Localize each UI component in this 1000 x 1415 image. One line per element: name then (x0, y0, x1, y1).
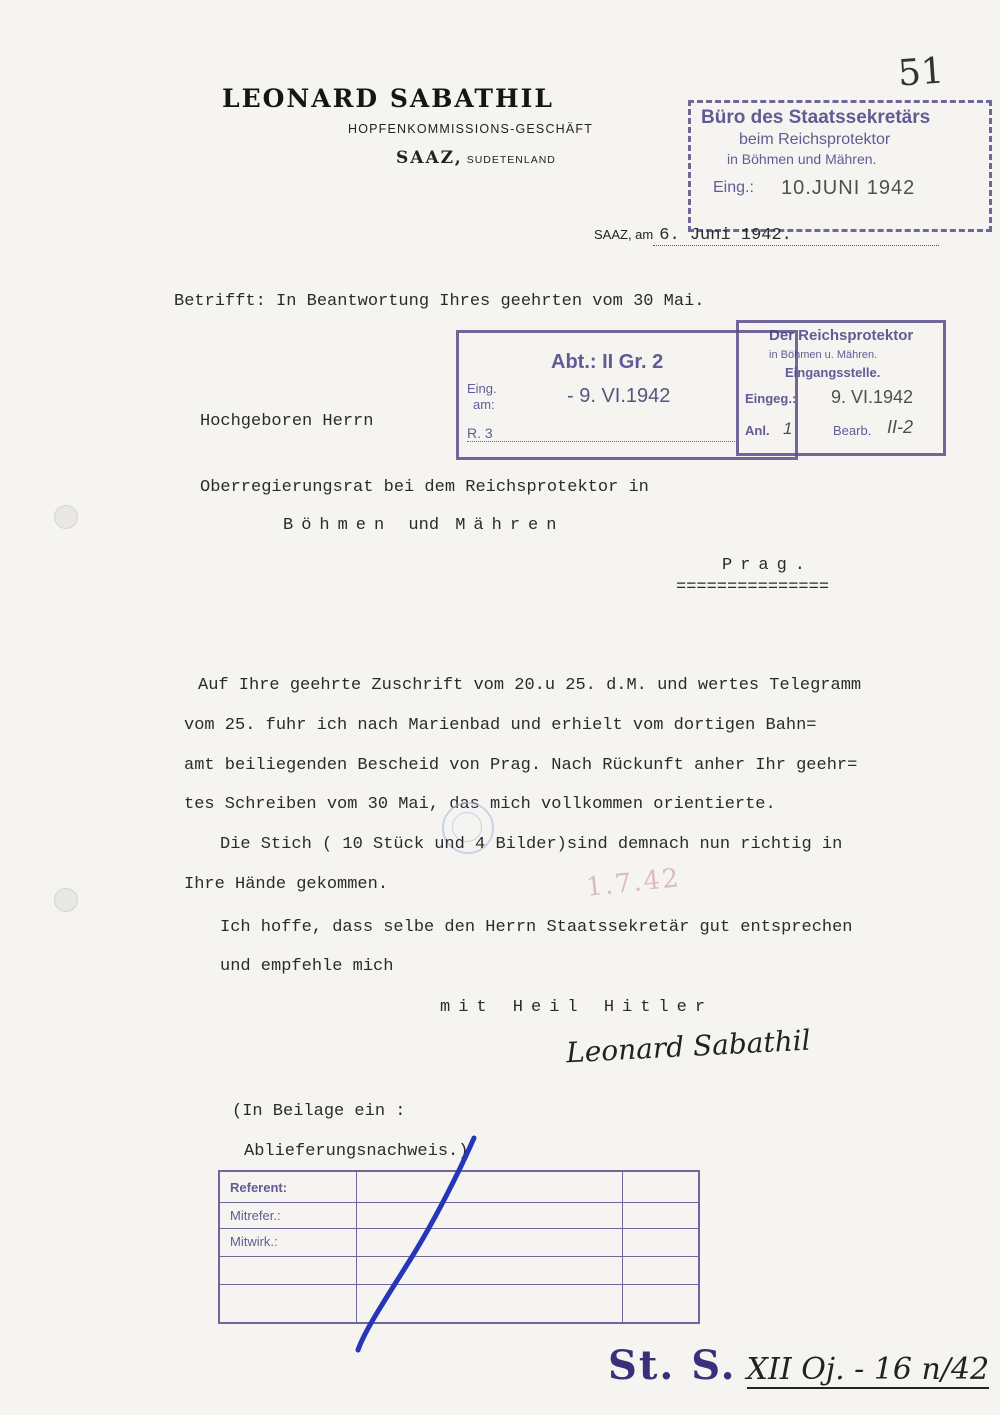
pink-date-stamp: 1.7.42 (584, 863, 683, 903)
eingangsstelle-bearb-label: Bearb. (833, 423, 872, 438)
eingangsstelle-bearb-value: II-2 (887, 417, 914, 437)
buero-stamp-line1: Büro des Staatssekretärs (701, 107, 931, 128)
date-prefix: SAAZ, am (594, 227, 654, 242)
signature: Leonard Sabathil (565, 1023, 812, 1070)
mitwirk-label: Mitwirk.: (230, 1234, 278, 1249)
file-reference-code: XII Oj. - 16 n/42 (746, 1352, 990, 1387)
body-line: und empfehle mich (220, 957, 394, 976)
letterhead-region: SUDETENLAND (466, 154, 556, 166)
address-region-a: Böhmen (283, 516, 393, 535)
address-city-underline: =============== (676, 578, 830, 597)
subject-line: Betrifft: In Beantwortung Ihres geehrten vom 30 Mai. (174, 292, 705, 311)
body-line: tes Schreiben vom 30 Mai, das mich vollkommen orientierte. (184, 795, 776, 814)
date-value: 6. Juni 1942. (653, 226, 939, 246)
mitrefer-label: Mitrefer.: (230, 1208, 281, 1223)
letterhead-city-name: SAAZ, (396, 148, 463, 168)
buero-stamp-line3: in Böhmen und Mähren. (727, 151, 877, 167)
buero-stamp-line2: beim Reichsprotektor (739, 131, 891, 148)
punch-hole-top (54, 505, 78, 529)
letterhead-business: HOPFENKOMMISSIONS-GESCHÄFT (348, 122, 594, 136)
buero-stamp (688, 100, 992, 232)
body-line: Auf Ihre geehrte Zuschrift vom 20.u 25. d.M. und wertes Telegramm (198, 676, 862, 695)
enclosure-line1: (In Beilage ein : (232, 1102, 406, 1121)
abteilung-stamp-label2: am: (473, 397, 495, 412)
enclosure-line2: Ablieferungsnachweis.) (244, 1142, 469, 1161)
buero-stamp-date: 10.JUNI 1942 (781, 177, 916, 199)
file-reference-stamp: St. S. (608, 1342, 737, 1389)
closing: mit Heil Hitler (440, 998, 714, 1017)
address-region-b: Mähren (455, 516, 565, 535)
file-reference (608, 1342, 989, 1389)
page-number: 51 (896, 50, 946, 95)
eingangsstelle-date: 9. VI.1942 (831, 387, 914, 407)
address-region-conj: und (408, 516, 440, 535)
letterhead-city (396, 148, 556, 168)
body-line: Ich hoffe, dass selbe den Herrn Staatssekretär gut entsprechen (220, 918, 853, 937)
eingangsstelle-anl-label: Anl. (745, 423, 770, 438)
abteilung-stamp-label1: Eing. (467, 381, 497, 396)
body-line: Ihre Hände gekommen. (184, 875, 389, 894)
address-city: Prag. (722, 556, 814, 575)
body-line: amt beiliegenden Bescheid von Prag. Nach Rückunft anher Ihr geehr= (184, 756, 858, 775)
eingangsstelle-stamp (736, 320, 946, 456)
address-title: Oberregierungsrat bei dem Reichsprotektor in (200, 478, 649, 497)
buero-stamp-eing-label: Eing.: (713, 179, 754, 196)
abteilung-stamp-date: - 9. VI.1942 (567, 385, 671, 407)
eingangsstelle-line3: Eingangsstelle. (785, 365, 881, 380)
address-salutation: Hochgeboren Herrn (200, 412, 374, 431)
referent-label: Referent: (230, 1180, 288, 1195)
abteilung-stamp-dept: Abt.: II Gr. 2 (551, 351, 664, 373)
eingangsstelle-line2: in Böhmen u. Mähren. (769, 349, 878, 361)
abteilung-stamp-ref: R. 3 (467, 425, 737, 442)
blue-pencil-slash (340, 1130, 490, 1360)
date-line (594, 226, 939, 246)
eingangsstelle-eing-label: Eingeg.: (745, 391, 797, 406)
eingangsstelle-anl-value: 1 (783, 419, 793, 438)
address-region (283, 516, 564, 535)
eingangsstelle-line1: Der Reichsprotektor (769, 327, 914, 344)
body-line: vom 25. fuhr ich nach Marienbad und erhielt vom dortigen Bahn= (184, 716, 817, 735)
body-line: Die Stich ( 10 Stück und 4 Bilder)sind demnach nun richtig in (220, 835, 843, 854)
letterhead-name: LEONARD SABATHIL (222, 84, 554, 113)
punch-hole-bottom (54, 888, 78, 912)
